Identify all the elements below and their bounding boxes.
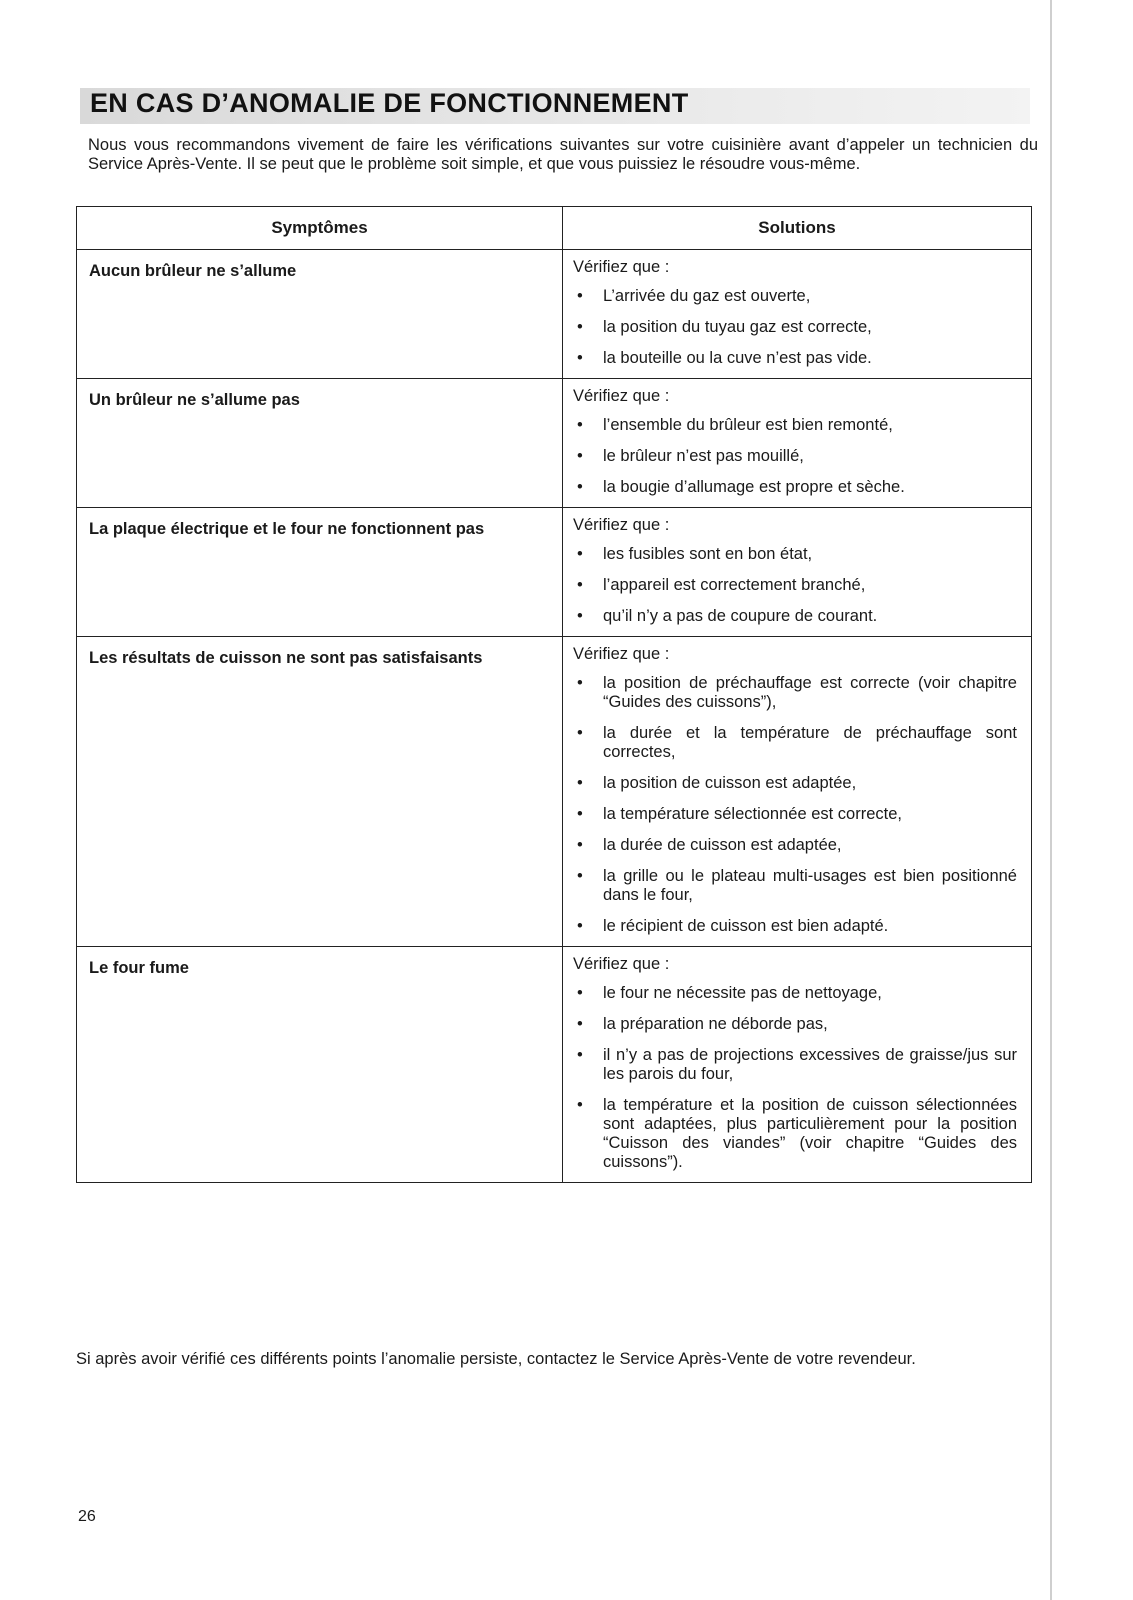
symptom-cell: Le four fume xyxy=(77,947,563,1183)
solution-item: • le brûleur n’est pas mouillé, xyxy=(573,447,1017,466)
table-row xyxy=(77,947,1032,1183)
solution-list xyxy=(573,545,1017,626)
table-row xyxy=(77,379,1032,508)
check-label: Vérifiez que : xyxy=(573,645,670,663)
page-title: EN CAS D’ANOMALIE DE FONCTIONNEMENT xyxy=(90,88,689,118)
check-label: Vérifiez que : xyxy=(573,516,670,534)
check-label: Vérifiez que : xyxy=(573,955,670,973)
symptom-cell: Les résultats de cuisson ne sont pas satisfaisants xyxy=(77,637,563,947)
solution-list xyxy=(573,674,1017,936)
solution-cell xyxy=(563,947,1032,1183)
solution-item: • la bouteille ou la cuve n’est pas vide. xyxy=(573,349,1017,368)
solution-list xyxy=(573,287,1017,368)
footer-note: Si après avoir vérifié ces différents points l’anomalie persiste, contactez le Service Après-Vente de votre revendeur. xyxy=(76,1350,916,1368)
table-row xyxy=(77,508,1032,637)
solution-item: • qu’il n’y a pas de coupure de courant. xyxy=(573,607,1017,626)
solution-item: • la durée de cuisson est adaptée, xyxy=(573,836,1017,855)
solution-cell xyxy=(563,379,1032,508)
solution-item: • l’ensemble du brûleur est bien remonté, xyxy=(573,416,1017,435)
solution-item: • la préparation ne déborde pas, xyxy=(573,1015,1017,1034)
solutions-header: Solutions xyxy=(563,207,1032,250)
solution-item: • la bougie d’allumage est propre et sèche. xyxy=(573,478,1017,497)
solution-list xyxy=(573,984,1017,1172)
solution-item: • la température sélectionnée est correcte, xyxy=(573,805,1017,824)
solution-cell xyxy=(563,508,1032,637)
solution-cell xyxy=(563,250,1032,379)
solution-item: • il n’y a pas de projections excessives de graisse/jus sur les parois du four, xyxy=(573,1046,1017,1084)
symptoms-header: Symptômes xyxy=(77,207,563,250)
symptom-cell: Un brûleur ne s’allume pas xyxy=(77,379,563,508)
check-label: Vérifiez que : xyxy=(573,387,670,405)
troubleshooting-table xyxy=(76,206,1032,1183)
solution-item: • la durée et la température de préchauffage sont correctes, xyxy=(573,724,1017,762)
solution-item: • la température et la position de cuisson sélectionnées sont adaptées, plus particulièrement pour la position “Cuisson des viandes” (voir chapitre “Guides des cuissons”). xyxy=(573,1096,1017,1172)
symptom-cell: La plaque électrique et le four ne fonctionnent pas xyxy=(77,508,563,637)
solution-item: • L’arrivée du gaz est ouverte, xyxy=(573,287,1017,306)
table-row xyxy=(77,637,1032,947)
solution-item: • le four ne nécessite pas de nettoyage, xyxy=(573,984,1017,1003)
page-edge-line xyxy=(1050,0,1052,1600)
solution-item: • les fusibles sont en bon état, xyxy=(573,545,1017,564)
symptom-cell: Aucun brûleur ne s’allume xyxy=(77,250,563,379)
solution-list xyxy=(573,416,1017,497)
solution-item: • la position du tuyau gaz est correcte, xyxy=(573,318,1017,337)
solution-item: • la position de cuisson est adaptée, xyxy=(573,774,1017,793)
solution-item: • le récipient de cuisson est bien adapté. xyxy=(573,917,1017,936)
check-label: Vérifiez que : xyxy=(573,258,670,276)
solution-item: • la grille ou le plateau multi-usages est bien positionné dans le four, xyxy=(573,867,1017,905)
solution-cell xyxy=(563,637,1032,947)
table-header-row xyxy=(77,207,1032,250)
table-row xyxy=(77,250,1032,379)
intro-paragraph: Nous vous recommandons vivement de faire les vérifications suivantes sur votre cuisinière avant d’appeler un technicien du Service Après-Vente. Il se peut que le problème soit simple, et que vous puissiez le résoudre vous-même. xyxy=(88,136,1038,173)
solution-item: • la position de préchauffage est correcte (voir chapitre “Guides des cuissons”), xyxy=(573,674,1017,712)
page-number: 26 xyxy=(78,1508,96,1525)
solution-item: • l’appareil est correctement branché, xyxy=(573,576,1017,595)
